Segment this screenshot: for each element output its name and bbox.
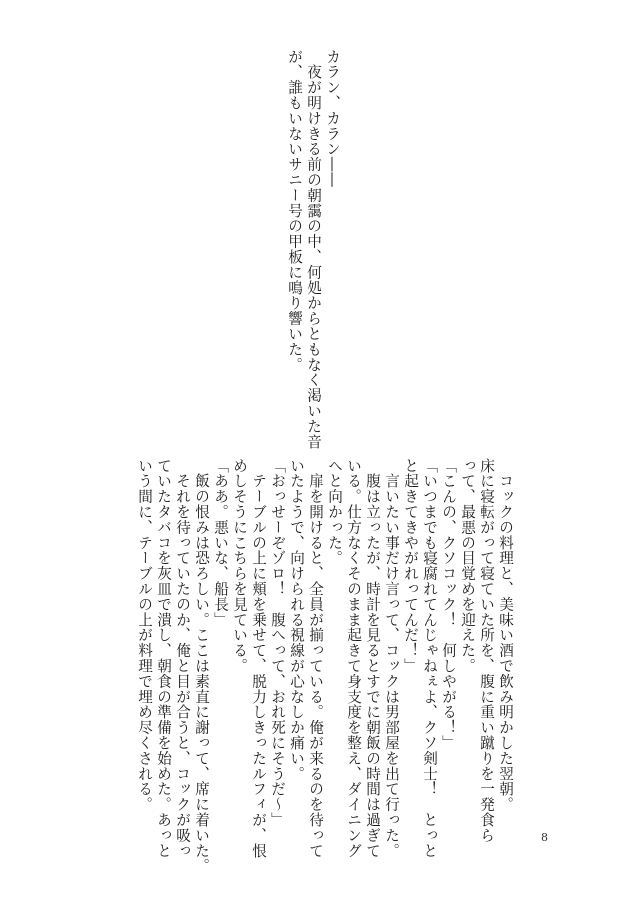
text-line: 夜が明けきる前の朝靄の中、何処からともなく渇いた音 (305, 49, 322, 450)
text-line: めしそうにこちらを見ている。 (231, 458, 248, 674)
text-line: いう間に、テーブルの上が料理で埋め尽くされる。 (136, 458, 153, 813)
text-line: 「ああ。悪いな、船長」 (212, 458, 229, 628)
text-line: へと向かった。 (326, 458, 343, 566)
text-line: 「こんの、クソコック！ 何しやがる！」 (440, 458, 457, 751)
text-line: と起きてきやがれってんだ！」 (402, 458, 419, 674)
text-line: いたようで、向けられる視線が心なしか痛い。 (288, 458, 305, 782)
text-line: 床に寝転がって寝ていた所を、腹に重い蹴りを一発食ら (478, 458, 495, 843)
text-line: 腹は立ったが、時計を見るとすでに朝飯の時間は過ぎて (364, 458, 381, 859)
text-line: それを待っていたのか、俺と目が合うと、コックが吸っ (174, 458, 191, 859)
text-line: テーブルの上に頬を乗せて、脱力しきったルフィが、恨 (250, 458, 267, 859)
text-line: が、誰もいないサニー号の甲板に鳴り響いた。 (286, 49, 303, 373)
text-line: コックの料理と、美味い酒で飲み明かした翌朝。 (497, 458, 514, 813)
text-line: って、最悪の目覚めを迎えた。 (459, 458, 476, 674)
text-line: 「いつまでも寝腐れてんじゃねぇよ、クソ剣士！ とっと (421, 458, 438, 859)
text-line: 扉を開けると、全員が揃っている。俺が来るのを待って (307, 458, 324, 859)
text-line: 言いたい事だけ言って、コックは男部屋を出て行った。 (383, 458, 400, 859)
text-line: 飯の恨みは恐ろしい。ここは素直に謝って、席に着いた。 (193, 458, 210, 874)
text-line: カラン、カラン―― (324, 49, 341, 188)
text-line: 「おっせーぞゾロ！ 腹へって、おれ死にそうだ～」 (269, 458, 286, 828)
text-line: ていたタバコを灰皿で潰し、朝食の準備を始めた。あっと (155, 458, 172, 859)
page-number: 8 (541, 831, 548, 844)
text-line: いる。仕方なくそのまま起きて身支度を整え、ダイニング (345, 458, 362, 859)
